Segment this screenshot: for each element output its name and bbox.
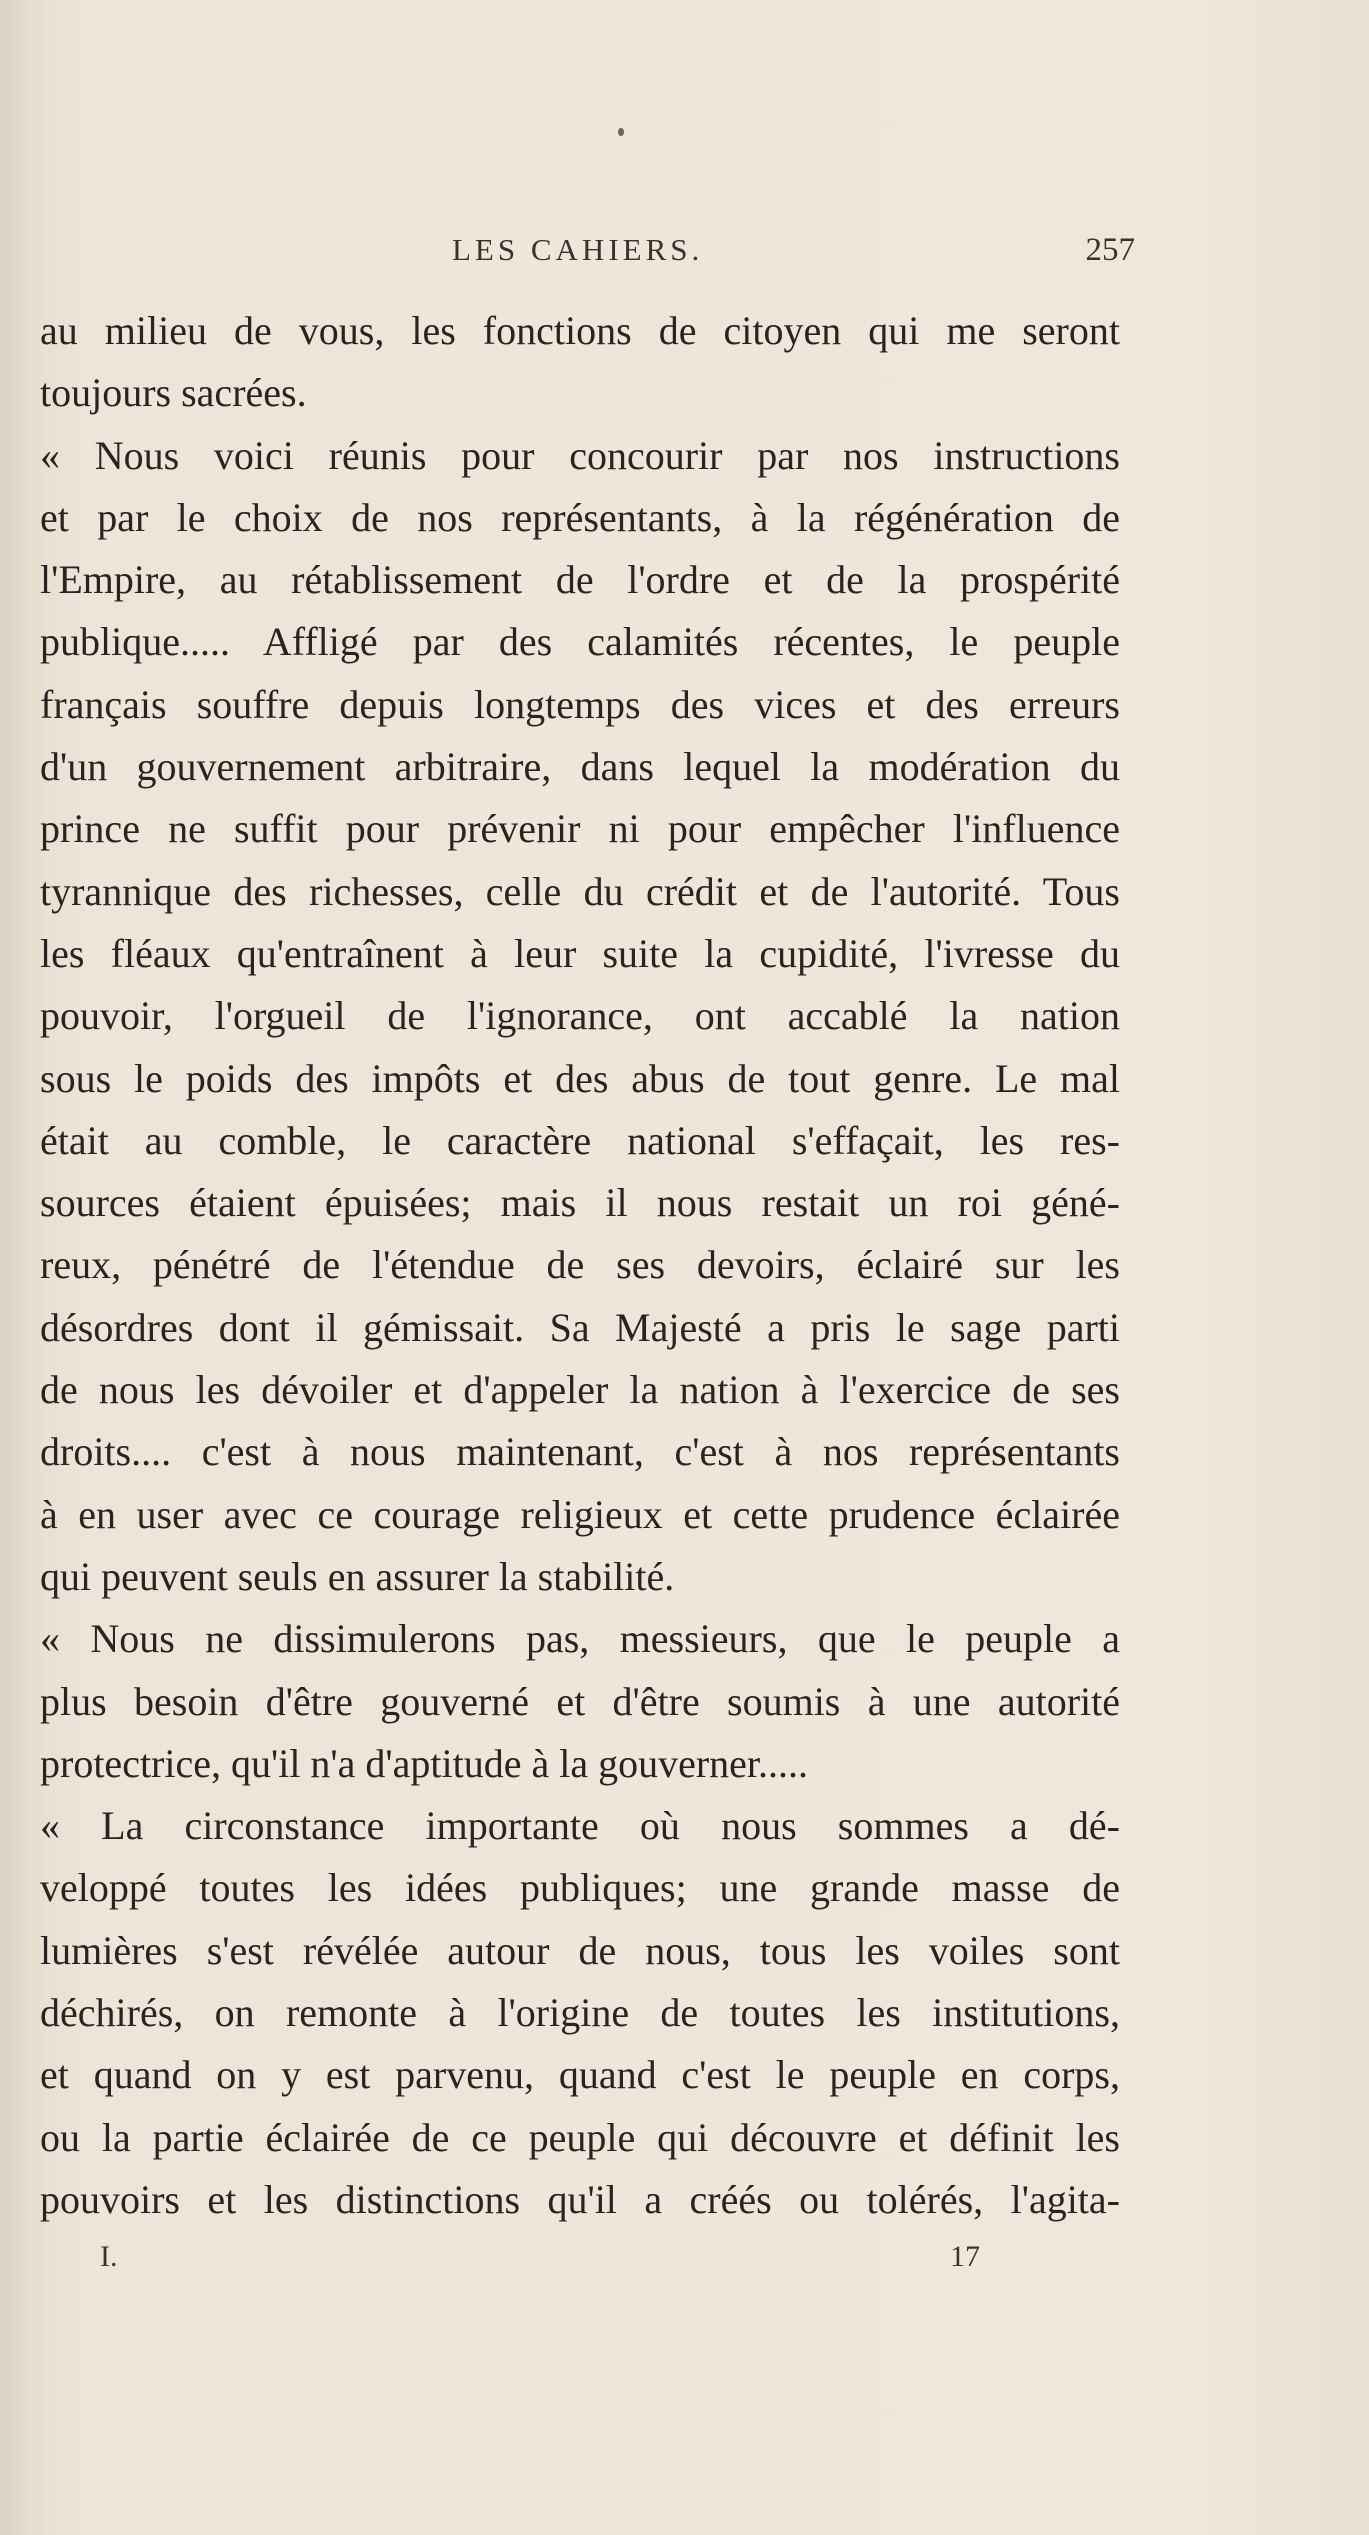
text-line: déchirés, on remonte à l'origine de toutes les institutions, [40,1990,1120,2036]
text-line: sous le poids des impôts et des abus de tout genre. Le mal [40,1055,1120,1101]
text-line: « Nous ne dissimulerons pas, messieurs, que le peuple a [40,1616,1120,1662]
signature-number: 17 [950,2240,980,2273]
page-footer [100,2240,1000,2280]
text-line: à en user avec ce courage religieux et cette prudence éclairée [40,1491,1120,1537]
text-line: sources étaient épuisées; mais il nous restait un roi géné- [40,1180,1120,1226]
text-line: d'un gouvernement arbitraire, dans lequel la modération du [40,744,1120,790]
text-line: et quand on y est parvenu, quand c'est le peuple en corps, [40,2052,1120,2098]
text-line: de nous les dévoiler et d'appeler la nation à l'exercice de ses [40,1367,1120,1413]
text-line: était au comble, le caractère national s'effaçait, les res- [40,1117,1120,1163]
text-line: lumières s'est révélée autour de nous, tous les voiles sont [40,1927,1120,1973]
text-line: pouvoir, l'orgueil de l'ignorance, ont accablé la nation [40,993,1120,1039]
signature-mark: I. [100,2240,118,2273]
text-line: droits.... c'est à nous maintenant, c'est à nos représentants [40,1429,1120,1475]
text-line: veloppé toutes les idées publiques; une grande masse de [40,1865,1120,1911]
text-line: tyrannique des richesses, celle du crédit et de l'autorité. Tous [40,868,1120,914]
text-line: qui peuvent seuls en assurer la stabilité. [40,1553,675,1599]
text-line: protectrice, qu'il n'a d'aptitude à la gouverner..... [40,1740,809,1786]
text-line: toujours sacrées. [40,370,307,416]
text-line: désordres dont il gémissait. Sa Majesté a pris le sage parti [40,1304,1120,1350]
text-line: français souffre depuis longtemps des vices et des erreurs [40,681,1120,727]
text-line: reux, pénétré de l'étendue de ses devoirs, éclairé sur les [40,1242,1120,1288]
text-line: « Nous voici réunis pour concourir par nos instructions [40,432,1120,478]
text-line: l'Empire, au rétablissement de l'ordre et de la prospérité [40,557,1120,603]
text-line: pouvoirs et les distinctions qu'il a créés ou tolérés, l'agita- [40,2176,1120,2222]
text-line: ou la partie éclairée de ce peuple qui découvre et définit les [40,2114,1120,2160]
text-line: au milieu de vous, les fonctions de citoyen qui me seront [40,308,1120,353]
ink-speck [618,128,624,136]
text-line: et par le choix de nos représentants, à la régénération de [40,494,1120,540]
text-line: publique..... Affligé par des calamités récentes, le peuple [40,619,1120,665]
text-line: « La circonstance importante où nous sommes a dé- [40,1803,1120,1849]
text-line: prince ne suffit pour prévenir ni pour empêcher l'influence [40,806,1120,852]
text-line: plus besoin d'être gouverné et d'être soumis à une autorité [40,1678,1120,1724]
page-number: 257 [1085,232,1135,268]
body-text [40,300,1120,2231]
running-head [40,232,1135,272]
text-line: les fléaux qu'entraînent à leur suite la cupidité, l'ivresse du [40,930,1120,976]
running-title: LES CAHIERS. [452,232,704,267]
